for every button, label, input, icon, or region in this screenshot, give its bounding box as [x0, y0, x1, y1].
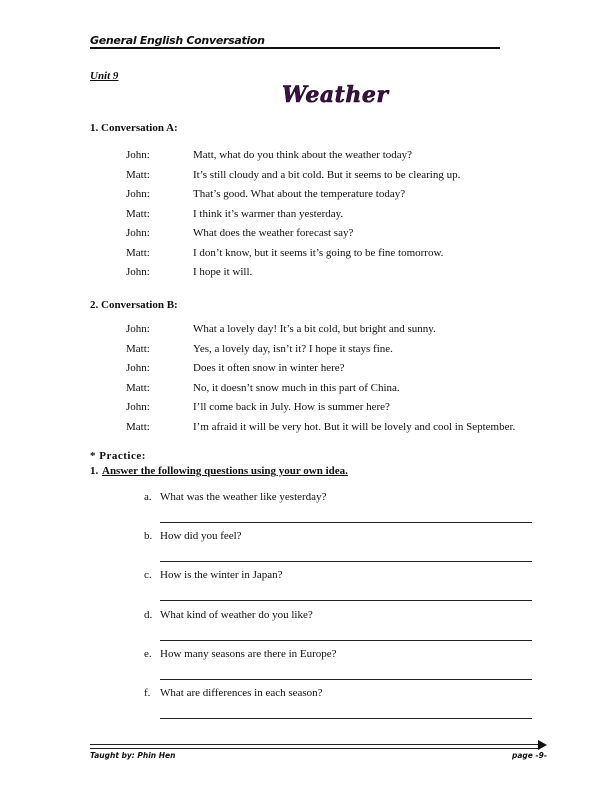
question-letter: a. — [144, 491, 152, 503]
dialogue-line: That’s good. What about the temperature today? — [193, 188, 406, 200]
task-instruction: Answer the following questions using your own idea. — [102, 465, 348, 477]
conversation-b-heading: 2. Conversation B: — [90, 299, 178, 311]
arrow-icon — [538, 740, 547, 750]
dialogue-line: What a lovely day! It’s a bit cold, but bright and sunny. — [193, 323, 436, 335]
answer-line[interactable] — [160, 600, 532, 601]
dialogue-line: I’m afraid it will be very hot. But it will be lovely and cool in September. — [193, 421, 516, 433]
speaker-label: John: — [126, 227, 150, 239]
speaker-label: Matt: — [126, 421, 150, 433]
question-letter: c. — [144, 569, 152, 582]
dialogue-line: It’s still cloudy and a bit cold. But it seems to be clearing up. — [193, 168, 461, 181]
question-letter: f. — [144, 687, 151, 699]
footer-rule — [90, 744, 540, 749]
practice-heading: * Practice: — [90, 450, 146, 462]
dialogue-line: I hope it will. — [193, 266, 253, 278]
answer-line[interactable] — [160, 522, 532, 523]
answer-line[interactable] — [160, 640, 532, 641]
task-number: 1. — [90, 465, 99, 477]
speaker-label: John: — [126, 323, 150, 335]
speaker-label: John: — [126, 362, 150, 375]
dialogue-line: I don’t know, but it seems it’s going to be fine tomorrow. — [193, 246, 444, 259]
answer-line[interactable] — [160, 561, 532, 562]
document-header: General English Conversation — [90, 34, 265, 47]
speaker-label: Matt: — [126, 207, 150, 220]
question-letter: b. — [144, 530, 153, 543]
speaker-label: Matt: — [126, 381, 150, 394]
dialogue-line: Matt, what do you think about the weather today? — [193, 149, 413, 161]
answer-line[interactable] — [160, 718, 532, 719]
speaker-label: John: — [126, 401, 150, 414]
speaker-label: Matt: — [126, 342, 150, 355]
header-rule — [90, 47, 500, 49]
speaker-label: Matt: — [126, 246, 150, 259]
question-text: What are differences in each season? — [160, 687, 323, 699]
question-text: How did you feel? — [160, 530, 242, 543]
footer-author: Taught by: Phin Hen — [90, 751, 176, 760]
speaker-label: John: — [126, 266, 150, 278]
dialogue-line: I’ll come back in July. How is summer here? — [193, 401, 390, 414]
speaker-label: Matt: — [126, 168, 150, 181]
speaker-label: John: — [126, 149, 150, 161]
speaker-label: John: — [126, 188, 150, 200]
dialogue-line: Yes, a lovely day, isn’t it? I hope it stays fine. — [193, 342, 393, 355]
dialogue-line: Does it often snow in winter here? — [193, 362, 345, 375]
question-letter: d. — [144, 608, 153, 621]
dialogue-line: What does the weather forecast say? — [193, 227, 354, 239]
dialogue-line: No, it doesn’t snow much in this part of China. — [193, 381, 400, 394]
page-number: page -9- — [512, 751, 547, 760]
question-text: How many seasons are there in Europe? — [160, 647, 337, 660]
question-text: How is the winter in Japan? — [160, 569, 283, 582]
unit-label: Unit 9 — [90, 70, 119, 82]
question-letter: e. — [144, 647, 152, 660]
question-text: What kind of weather do you like? — [160, 608, 313, 621]
dialogue-line: I think it’s warmer than yesterday. — [193, 207, 344, 220]
question-text: What was the weather like yesterday? — [160, 491, 327, 503]
answer-line[interactable] — [160, 679, 532, 680]
lesson-title: Weather — [282, 82, 389, 108]
conversation-a-heading: 1. Conversation A: — [90, 122, 178, 134]
